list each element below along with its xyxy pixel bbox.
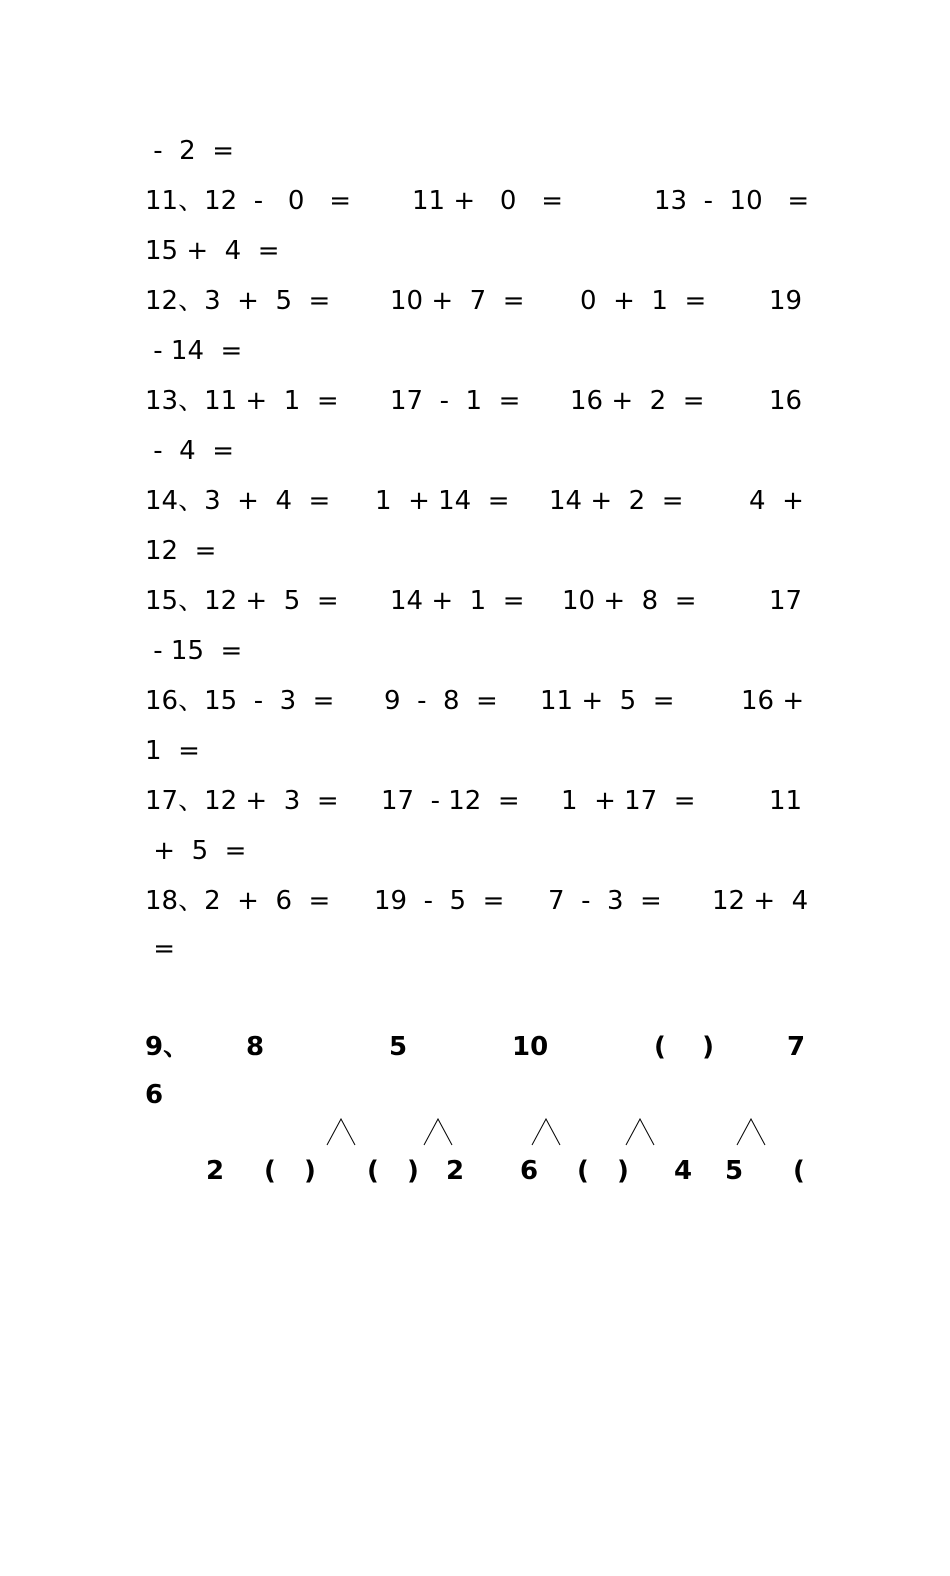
equation-cell: 13、11 + 1 = — [145, 386, 339, 416]
equation-cell: 13 - 10 = — [654, 186, 810, 216]
bond-part: 5 — [725, 1156, 744, 1186]
equation-cell: 15 + 4 = — [145, 236, 280, 266]
bond-blank: ( ) — [654, 1032, 714, 1062]
equation-cell: 19 - 5 = — [374, 886, 505, 916]
equation-cell: 12 + 4 — [712, 886, 809, 916]
bond-total: 8 — [246, 1032, 265, 1062]
equation-cell: - 2 = — [145, 136, 235, 166]
equation-cell: 1 + 17 = — [561, 786, 696, 816]
bond-total: 7 — [787, 1032, 806, 1062]
bond-branch-icon — [531, 1118, 561, 1146]
bond-part: 6 — [520, 1156, 539, 1186]
equation-cell: = — [145, 934, 176, 964]
equation-cell: 17 — [769, 586, 803, 616]
equation-cell: + 5 = — [145, 836, 247, 866]
equation-cell: 14 + 2 = — [549, 486, 684, 516]
bond-blank: ) — [617, 1156, 629, 1186]
equation-cell: 14 + 1 = — [390, 586, 525, 616]
equation-cell: 11、12 - 0 = — [145, 186, 351, 216]
equation-cell: 11 + 0 = — [412, 186, 564, 216]
equation-cell: - 4 = — [145, 436, 235, 466]
bond-blank: ) — [407, 1156, 419, 1186]
equation-cell: 17 - 12 = — [381, 786, 520, 816]
equation-cell: 16 + — [741, 686, 805, 716]
equation-cell: 14、3 + 4 = — [145, 486, 331, 516]
bond-total: 5 — [389, 1032, 408, 1062]
equation-cell: - 15 = — [145, 636, 243, 666]
equation-cell: 9 - 8 = — [384, 686, 498, 716]
bond-blank: ( — [264, 1156, 276, 1186]
bond-part: 4 — [674, 1156, 693, 1186]
equation-cell: 12 = — [145, 536, 217, 566]
bond-part: 2 — [206, 1156, 225, 1186]
equation-cell: 4 + — [749, 486, 804, 516]
equation-cell: 11 — [769, 786, 803, 816]
equation-cell: 18、2 + 6 = — [145, 886, 331, 916]
bond-branch-icon — [736, 1118, 766, 1146]
question-number: 9、 — [145, 1032, 190, 1062]
equation-cell: 19 — [769, 286, 803, 316]
bond-branch-icon — [625, 1118, 655, 1146]
bond-blank: ( — [577, 1156, 589, 1186]
bond-branch-icon — [326, 1118, 356, 1146]
bond-total: 10 — [512, 1032, 549, 1062]
equation-cell: 10 + 8 = — [562, 586, 697, 616]
equation-cell: 1 = — [145, 736, 200, 766]
bond-part: 2 — [446, 1156, 465, 1186]
bond-branch-icon — [423, 1118, 453, 1146]
bond-total: 6 — [145, 1080, 164, 1110]
equation-cell: 17 - 1 = — [390, 386, 521, 416]
bond-blank: ( — [793, 1156, 805, 1186]
equation-cell: 1 + 14 = — [375, 486, 510, 516]
equation-cell: 12、3 + 5 = — [145, 286, 331, 316]
equation-cell: 10 + 7 = — [390, 286, 525, 316]
bond-blank: ( — [367, 1156, 379, 1186]
equation-cell: 16、15 - 3 = — [145, 686, 335, 716]
equation-line — [145, 934, 805, 1024]
equation-cell: 16 + 2 = — [570, 386, 705, 416]
bond-blank: ) — [304, 1156, 316, 1186]
number-bond-bottom-row — [145, 1156, 805, 1576]
equation-cell: 17、12 + 3 = — [145, 786, 339, 816]
equation-cell: 11 + 5 = — [540, 686, 675, 716]
equation-cell: 0 + 1 = — [580, 286, 707, 316]
equation-cell: 16 — [769, 386, 803, 416]
equation-cell: - 14 = — [145, 336, 243, 366]
equation-cell: 15、12 + 5 = — [145, 586, 339, 616]
equation-cell: 7 - 3 = — [548, 886, 662, 916]
